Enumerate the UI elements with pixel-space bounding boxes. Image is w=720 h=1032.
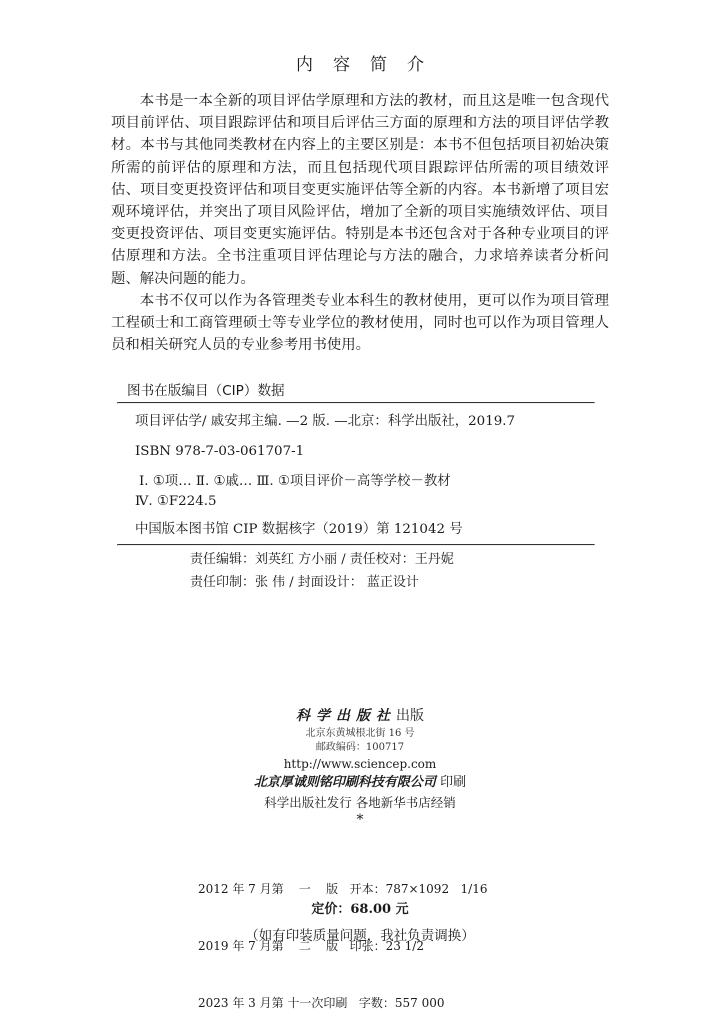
cip-bottom-rule bbox=[117, 544, 595, 546]
cip-top-rule bbox=[117, 402, 595, 404]
summary-paragraph-2: 本书不仅可以作为各管理类专业本科生的教材使用，更可以作为项目管理工程硕士和工商管理硕士等专业学位的教材使用，同时也可以作为项目管理人员和相关研究人员的专业参考用书使用。 bbox=[111, 292, 609, 354]
staff-line-editors: 责任编辑：刘英红 方小丽 / 责任校对：王丹妮 bbox=[190, 552, 454, 567]
printer-name: 北京厚诚则铭印刷科技有限公司 bbox=[253, 775, 436, 790]
separator-star: * bbox=[356, 812, 364, 828]
publisher-suffix: 出版 bbox=[396, 708, 424, 724]
cip-classification-line-1: Ⅰ. ①项… Ⅱ. ①戚… Ⅲ. ①项目评价－高等学校－教材 bbox=[139, 474, 451, 489]
price: 定价：68.00 元 bbox=[311, 902, 409, 917]
summary-paragraph-1: 本书是一本全新的项目评估学原理和方法的教材，而且这是唯一包含现代项目前评估、项目跟踪评估和项目后评估三方面的原理和方法的项目评估学教材。本书与其他同类教材在内容上的主要区别是：本书不但包括项目初始决策所需的前评估的原理和方法，而且包括现代项目跟踪评估所需的项目绩效评估、项目变更投资评估和项目变更实施评估等全新的内容。本书新增了项目宏观环境评估，并突出了项目风险评估，增加了全新的项目实施绩效评估、项目变更投资评估、项目变更实施评估。特别是本书还包含对于各种专业项目的评估原理和方法。全书注重项目评估理论与方法的融合，力求培养读者分析问题、解决问题的能力。 bbox=[111, 93, 609, 287]
cip-number: 中国版本图书馆 CIP 数据核字（2019）第 121042 号 bbox=[135, 522, 463, 537]
cip-data-block bbox=[117, 380, 595, 546]
section-title: 内容简介 bbox=[296, 55, 444, 75]
cip-title: 图书在版编目（CIP）数据 bbox=[127, 383, 285, 399]
staff-line-production: 责任印制：张 伟 / 封面设计： 蓝正设计 bbox=[190, 575, 419, 590]
distribution-line: 科学出版社发行 各地新华书店经销 bbox=[264, 795, 456, 810]
edition-line-3: 2023 年 3 月第 十一次印刷 字数：557 000 bbox=[198, 996, 445, 1010]
return-policy-note: （如有印装质量问题，我社负责调换） bbox=[245, 928, 475, 944]
publisher-info bbox=[0, 705, 720, 827]
publisher-name: 科学出版社 bbox=[296, 708, 396, 724]
publisher-postcode: 邮政编码：100717 bbox=[315, 742, 405, 753]
edition-line-2: 2019 年 7 月第 二 版 印张：23 1/2 bbox=[198, 939, 424, 953]
cip-isbn: ISBN 978-7-03-061707-1 bbox=[135, 444, 305, 459]
cip-bibliographic-line: 项目评估学/ 戚安邦主编. —2 版. —北京：科学出版社，2019.7 bbox=[135, 414, 516, 429]
printer-line bbox=[0, 773, 720, 793]
publisher-name-line bbox=[0, 705, 720, 727]
publisher-url: http://www.sciencep.com bbox=[283, 757, 437, 771]
book-summary bbox=[111, 90, 609, 356]
cip-classification-line-2: Ⅳ. ①F224.5 bbox=[135, 494, 217, 509]
printer-suffix: 印刷 bbox=[435, 775, 467, 790]
edition-line-1: 2012 年 7 月第 一 版 开本：787×1092 1/16 bbox=[198, 882, 488, 896]
publisher-address: 北京东黄城根北街 16 号 bbox=[305, 728, 415, 739]
staff-credits bbox=[190, 548, 570, 594]
